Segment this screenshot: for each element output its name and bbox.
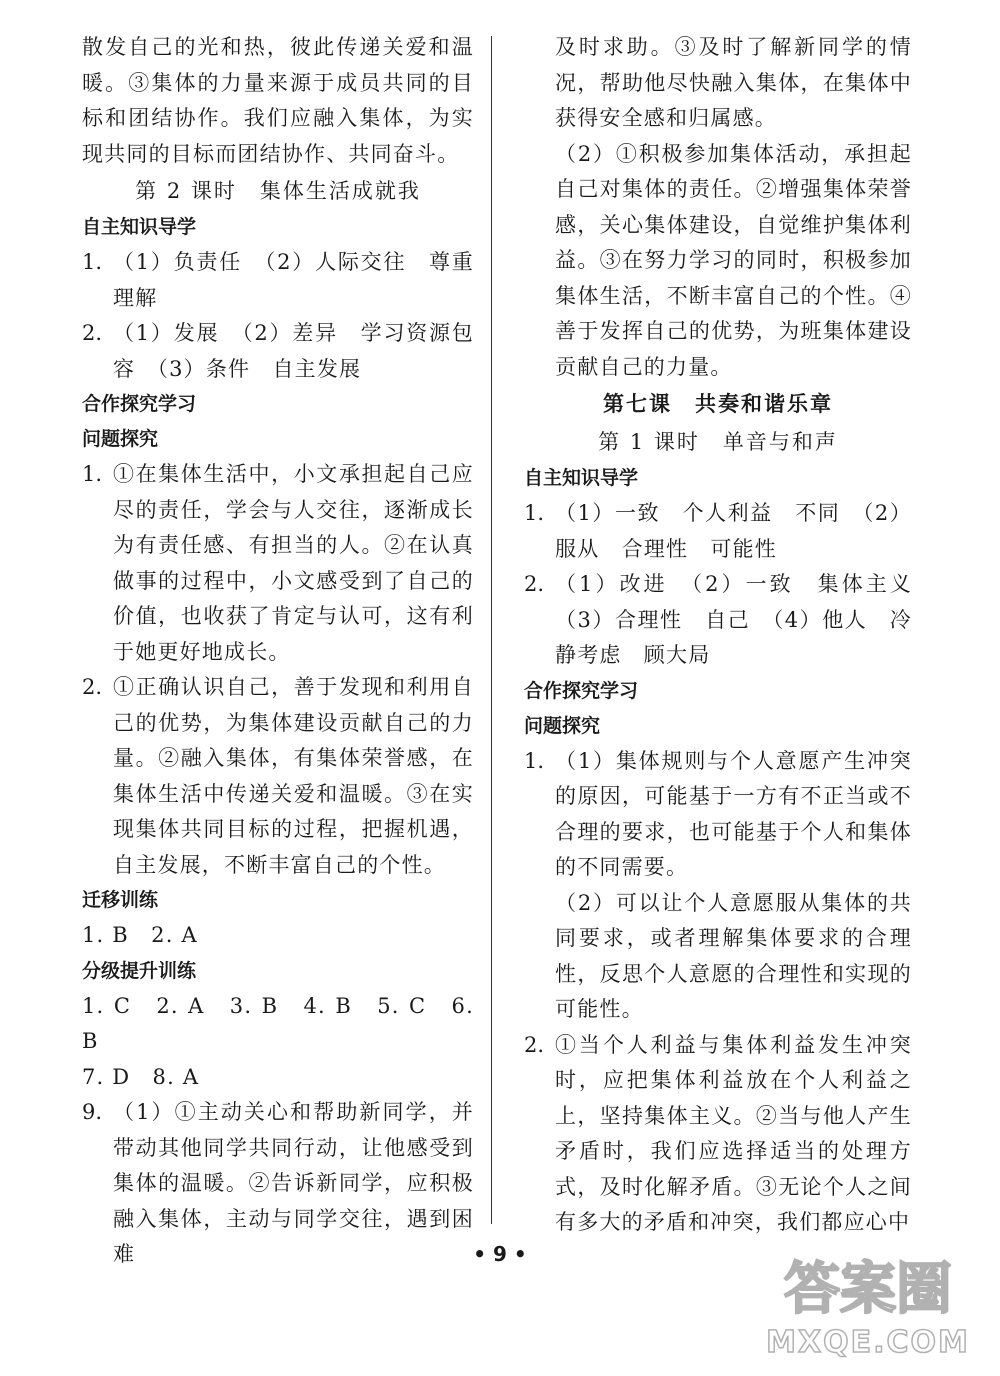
left-intro-paragraph: 散发自己的光和热，彼此传递关爱和温暖。③集体的力量来源于成员共同的目标和团结协作。我们应融入集体，为实现共同的目标而团结协作、共同奋斗。 (82, 35, 474, 166)
heading-problem-inquiry: 问题探究 (82, 428, 159, 450)
item-number: 1. (82, 462, 103, 486)
answer-item (82, 670, 474, 883)
item-text: ①正确认识自己，善于发现和利用自己的优势，为集体建设贡献自己的力量。②融入集体，有集体荣誉感，在集体生活中传递关爱和温暖。③在实现集体共同目标的过程，把握机遇，自主发展，不断丰富自己的个性。 (113, 675, 474, 877)
heading-graded-training: 分级提升训练 (82, 959, 197, 982)
watermark-main-text: 答案圈 (784, 1257, 952, 1322)
heading-transfer-training: 迁移训练 (82, 889, 159, 911)
watermark-logo (758, 1234, 978, 1362)
graded-answers-line: 7. D 8. A (82, 1064, 200, 1089)
transfer-answers: 1. B 2. A (82, 923, 198, 947)
heading-cooperative-study: 合作探究学习 (524, 679, 639, 702)
answer-item (524, 1028, 912, 1241)
heading-problem-inquiry: 问题探究 (524, 714, 601, 737)
watermark-graphic (758, 1234, 978, 1362)
answer-item (82, 245, 474, 316)
continued-paragraph: （2）①积极参加集体活动，承担起自己对集体的责任。②增强集体荣誉感，关心集体建设，自觉维护集体利益。③在努力学习的同时，积极参加集体生活，不断丰富自己的个性。④善于发挥自己的优势，为班集体建设贡献自己的力量。 (555, 141, 912, 379)
lesson-title-1: 第 1 课时 单音与和声 (598, 430, 838, 454)
item-text: （1）①主动关心和帮助新同学，并带动其他同学共同行动，让他感受到集体的温暖。②告诉新同学，应积极融入集体，主动与同学交往，遇到困难 (113, 1100, 474, 1266)
continued-paragraph: 及时求助。③及时了解新同学的情况，帮助他尽快融入集体，在集体中获得安全感和归属感。 (555, 35, 912, 130)
answer-item (82, 316, 474, 387)
item-number: 1. (82, 250, 103, 274)
item-text: ①在集体生活中，小文承担起自己应尽的责任，学会与人交往，逐渐成长为有责任感、有担当的人。②在认真做事的过程中，小文感受到了自己的价值，也收获了肯定与认可，这有利于她更好地成长。 (113, 462, 474, 664)
heading-self-study: 自主知识导学 (82, 216, 197, 238)
watermark-domain-text: MXQE.COM (766, 1325, 970, 1360)
heading-cooperative-study: 合作探究学习 (82, 393, 197, 415)
item-text: （1）负责任 （2）人际交往 尊重理解 (113, 250, 474, 310)
item-text: （1）集体规则与个人意愿产生冲突的原因，可能基于一方有不正当或不合理的要求，也可能基于个人和集体的不同需要。 (555, 748, 912, 879)
right-column (524, 30, 912, 1241)
answer-item (524, 496, 912, 567)
item-text: （1）改进 （2）一致 集体主义（3）合理性 自己 （4）他人 冷静考虑 顾大局 (555, 572, 912, 667)
item-number: 1. (524, 501, 545, 525)
sub-answer-paragraph: （2）可以让个人意愿服从集体的共同要求，或者理解集体要求的合理性，反思个人意愿的合理性和实现的可能性。 (555, 890, 912, 1021)
item-number: 2. (524, 572, 545, 596)
item-number: 2. (82, 321, 103, 345)
unit-title-7: 第七课 共奏和谐乐章 (603, 391, 833, 416)
answer-item (82, 457, 474, 670)
heading-self-study: 自主知识导学 (524, 467, 639, 489)
item-number: 9. (82, 1100, 103, 1124)
answer-item (524, 567, 912, 674)
left-column (82, 30, 482, 1273)
item-number: 2. (82, 675, 103, 699)
lesson-title-2: 第 2 课时 集体生活成就我 (135, 179, 421, 203)
item-text: （1）发展 （2）差异 学习资源包容 （3）条件 自主发展 (113, 321, 474, 381)
graded-answers-line: 1. C 2. A 3. B 4. B 5. C 6. B (82, 993, 482, 1053)
item-text: ①当个人利益与集体利益发生冲突时，应把集体利益放在个人利益之上，坚持集体主义。②当与他人产生矛盾时，我们应选择适当的处理方式，及时化解矛盾。③无论个人之间有多大的矛盾和冲突，我们都应心中 (555, 1032, 912, 1234)
item-number: 1. (524, 748, 545, 773)
item-text: （1）一致 个人利益 不同 （2）服从 合理性 可能性 (555, 501, 912, 561)
item-number: 2. (524, 1032, 545, 1057)
answer-item (524, 744, 912, 886)
column-divider (491, 36, 492, 1224)
page-number: • 9 • (473, 1242, 527, 1266)
